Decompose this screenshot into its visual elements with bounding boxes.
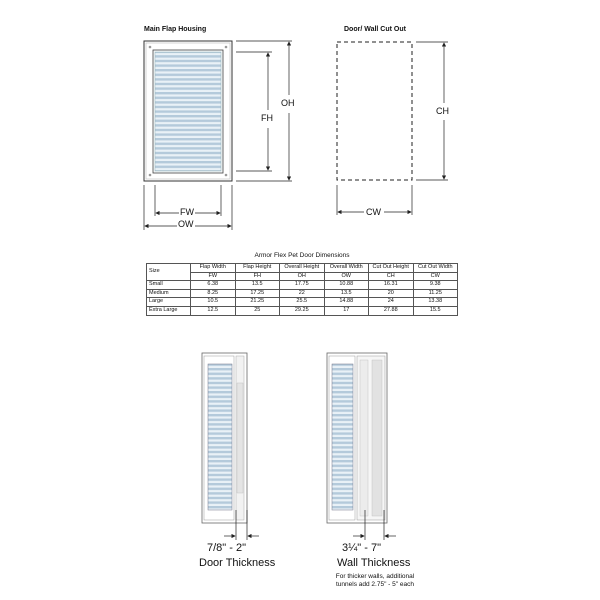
table-abbrev-row <box>147 272 458 281</box>
ow-label: OW <box>178 219 194 229</box>
table-cell: 14.88 <box>324 298 369 307</box>
table-row <box>147 306 458 315</box>
column-header: Flap Height <box>235 264 280 273</box>
flap-housing-drawing <box>144 41 232 181</box>
size-cell: Small <box>147 281 191 290</box>
table-row <box>147 298 458 307</box>
table-cell: 24 <box>369 298 414 307</box>
cutout-title: Door/ Wall Cut Out <box>344 26 406 33</box>
size-cell: Extra Large <box>147 306 191 315</box>
size-cell: Large <box>147 298 191 307</box>
column-header: Cut Out Width <box>413 264 458 273</box>
table-cell: 27.88 <box>369 306 414 315</box>
table-cell: 17.25 <box>235 289 280 298</box>
table-cell: 13.38 <box>413 298 458 307</box>
table-cell: 13.5 <box>235 281 280 290</box>
table-cell: 12.5 <box>191 306 236 315</box>
cutout-drawing <box>337 42 412 180</box>
wall-thickness-note <box>320 573 430 589</box>
wall-thickness-title: Wall Thickness <box>337 557 411 569</box>
ch-label: CH <box>436 106 449 116</box>
cutout-dimension-lines <box>337 42 448 215</box>
door-thickness-title: Door Thickness <box>199 557 276 569</box>
table-cell: 20 <box>369 289 414 298</box>
wall-thickness-drawing <box>327 353 396 540</box>
column-header: Flap Width <box>191 264 236 273</box>
table-cell: 29.25 <box>280 306 325 315</box>
table-cell: 8.25 <box>191 289 236 298</box>
table-row <box>147 281 458 290</box>
column-header: Cut Out Height <box>369 264 414 273</box>
fh-label: FH <box>261 113 273 123</box>
door-thickness-drawing <box>202 353 259 540</box>
table-cell: 6.38 <box>191 281 236 290</box>
table-cell: 25.5 <box>280 298 325 307</box>
table-header-row <box>147 264 458 273</box>
note-line-1: For thicker walls, additional <box>335 573 415 580</box>
size-header: Size <box>147 264 191 281</box>
oh-label: OH <box>281 98 295 108</box>
wall-thickness-range: 3¼" - 7" <box>342 542 381 554</box>
table-cell: 25 <box>235 306 280 315</box>
table-cell: 11.25 <box>413 289 458 298</box>
table-cell: 21.25 <box>235 298 280 307</box>
table-cell: 22 <box>280 289 325 298</box>
size-cell: Medium <box>147 289 191 298</box>
cw-label: CW <box>366 207 381 217</box>
fw-label: FW <box>180 207 194 217</box>
table-title: Armor Flex Pet Door Dimensions <box>254 252 350 259</box>
table-cell: 13.5 <box>324 289 369 298</box>
column-abbreviation: OH <box>280 272 325 281</box>
table-cell: 17 <box>324 306 369 315</box>
table-cell: 17.75 <box>280 281 325 290</box>
column-header: Overall Width <box>324 264 369 273</box>
door-thickness-range: 7/8" - 2" <box>207 542 246 554</box>
table-cell: 15.5 <box>413 306 458 315</box>
column-header: Overall Height <box>280 264 325 273</box>
column-abbreviation: FH <box>235 272 280 281</box>
dimensions-table <box>146 263 458 316</box>
table-cell: 10.5 <box>191 298 236 307</box>
dimensions-table-section <box>146 252 458 316</box>
table-cell: 16.31 <box>369 281 414 290</box>
column-abbreviation: FW <box>191 272 236 281</box>
note-line-2: tunnels add 2.75" - 5" each <box>336 581 414 588</box>
column-abbreviation: CH <box>369 272 414 281</box>
table-cell: 10.88 <box>324 281 369 290</box>
housing-title: Main Flap Housing <box>144 26 207 33</box>
table-row <box>147 289 458 298</box>
column-abbreviation: OW <box>324 272 369 281</box>
table-cell: 9.38 <box>413 281 458 290</box>
column-abbreviation: CW <box>413 272 458 281</box>
